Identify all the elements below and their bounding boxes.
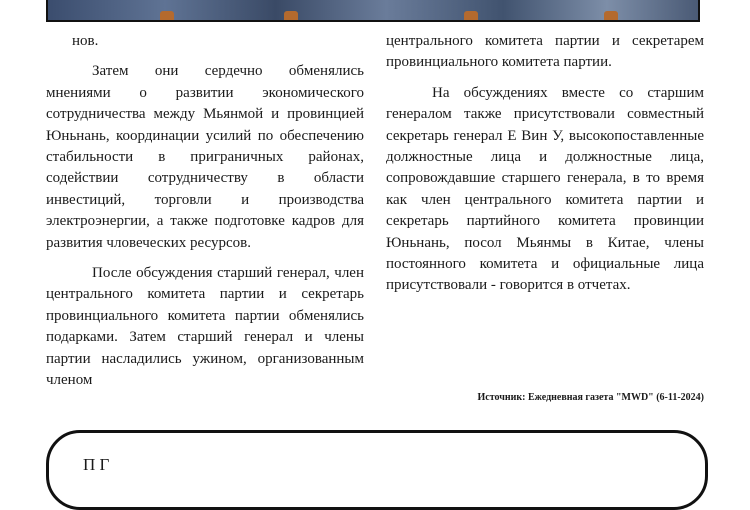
- article-source: Источник: Ежедневная газета "MWD" (6-11-2024): [477, 392, 704, 403]
- paragraph-continuation: центрального комитета партии и секретарем провинциального комитета партии.: [386, 33, 704, 71]
- paragraph: На обсуждениях вместе со старшим генералом также присутствовали совместный секретарь генерал Е Вин У, высокопоставленные должностные лица и должностные лица, сопровождавшие старшего генерала, в то время как член центрального комитета партии и секретарь партийного комитета провинции Юньнань, посол Мьянмы в Китае, члены постоянного комитета и официальные лица присутствовали - говорится в отчетах.: [386, 84, 704, 294]
- next-article-text: П Г: [83, 455, 110, 474]
- chair-shape: [284, 11, 298, 20]
- paragraph: Затем они сердечно обменялись мнениями о развитии экономического сотрудничества между Мьянмой и провинцией Юньнань, координации усилий по обеспечению стабильности в приграничных районах, содействии сотрудничеству в области инвестиций, торговли и производства электроэнергии, а также подготовке кадров для развития чловеческих ресурсов.: [46, 63, 364, 251]
- chair-shape: [464, 11, 478, 20]
- paragraph-continuation: нов.: [72, 33, 99, 49]
- chair-shape: [604, 11, 618, 20]
- next-article-box: [46, 430, 708, 510]
- article-left-column: [46, 31, 364, 392]
- article-right-column: [386, 31, 704, 297]
- article-photo: [46, 0, 700, 22]
- chair-shape: [160, 11, 174, 20]
- paragraph: После обсуждения старший генерал, член центрального комитета партии и секретарь провинциального комитета партии обменялись подарками. Затем старший генерал и члены партии насладились ужином, организованным членом: [46, 265, 364, 389]
